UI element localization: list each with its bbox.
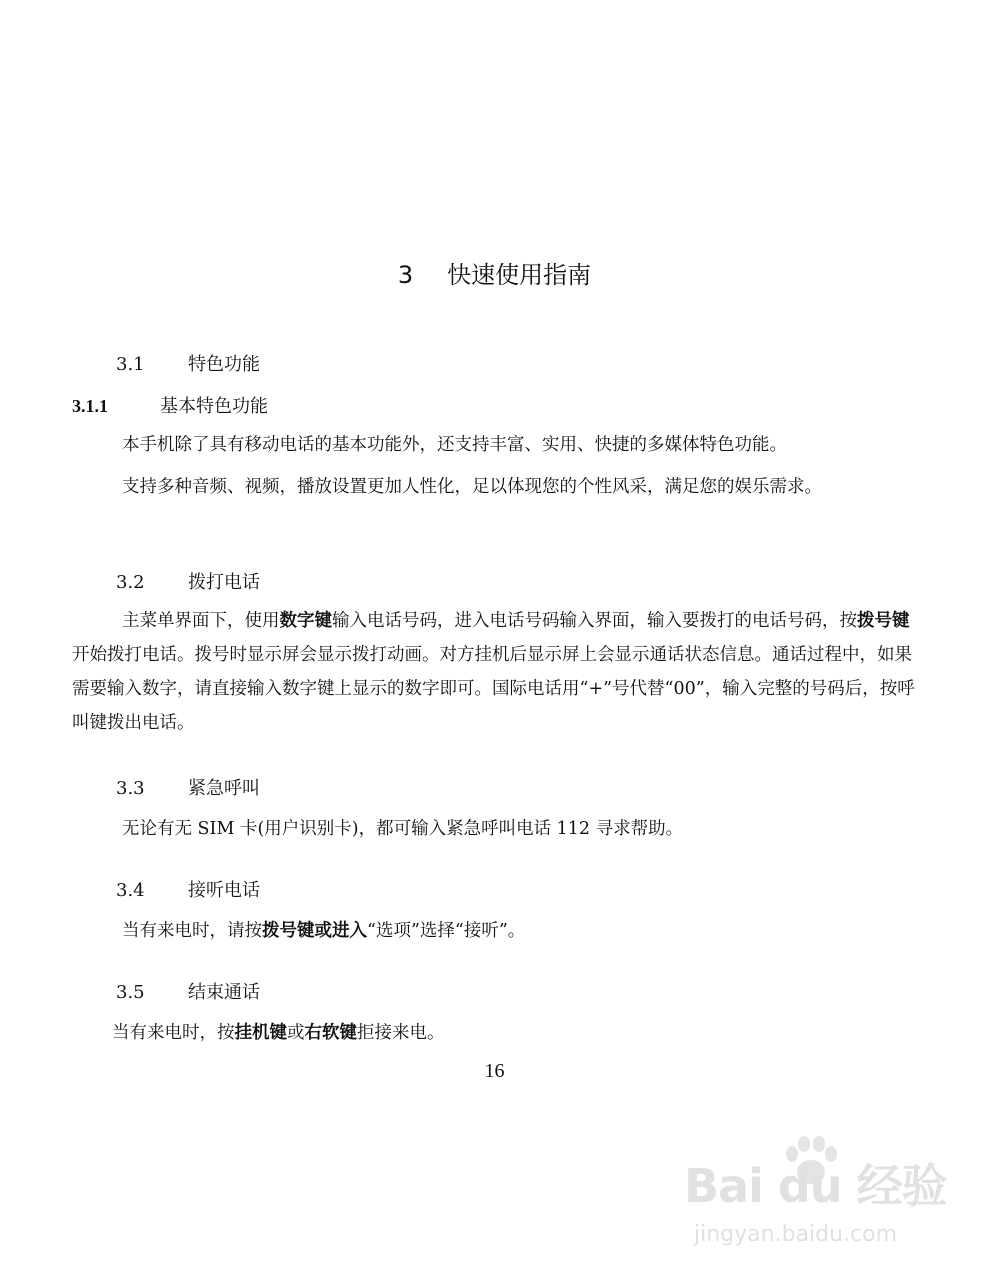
paragraph-end-call xyxy=(112,1016,445,1050)
baidu-jingyan-watermark xyxy=(684,1150,947,1260)
watermark-url: jingyan.baidu.com xyxy=(694,1222,898,1247)
paragraph-features-1: 本手机除了具有移动电话的基本功能外，还支持丰富、实用、快捷的多媒体特色功能。 xyxy=(122,435,787,455)
section-3-1-1-heading xyxy=(72,392,268,418)
text: “选项”选择“接听”。 xyxy=(367,921,526,941)
paragraph-emergency: 无论有无 SIM 卡(用户识别卡)，都可输入紧急呼叫电话 112 寻求帮助。 xyxy=(122,819,684,839)
text: 或 xyxy=(287,1023,305,1043)
section-3-3-heading xyxy=(116,774,260,800)
section-title: 紧急呼叫 xyxy=(188,778,260,799)
text: 当有来电时，按 xyxy=(112,1023,235,1043)
subsection-number: 3.1.1 xyxy=(72,396,108,416)
section-number: 3.3 xyxy=(116,778,145,799)
bold-text: 数字键 xyxy=(279,611,332,631)
section-number: 3.4 xyxy=(116,880,145,901)
text: 开始拨打电话。拨号时显示屏会显示拨打动画。对方挂机后显示屏上会显示通话状态信息。通话过程中，如果需要输入数字，请直接输入数字键上显示的数字即可。国际电话用“+”号代替“00”，输入完整的号码后，按呼叫键拨出电话。 xyxy=(72,645,915,733)
section-title: 接听电话 xyxy=(188,880,260,901)
text: 主菜单界面下，使用 xyxy=(122,611,280,631)
bold-text: 拨号键或进入 xyxy=(262,921,367,941)
paragraph-dialing xyxy=(72,604,922,740)
section-title: 结束通话 xyxy=(188,982,260,1003)
section-3-5-heading xyxy=(116,978,260,1004)
section-number: 3.1 xyxy=(116,354,145,375)
text: 拒接来电。 xyxy=(357,1023,445,1043)
section-number: 3.5 xyxy=(116,982,145,1003)
section-3-2-heading xyxy=(116,568,260,594)
watermark-logo-text: Bai du 经验 xyxy=(684,1159,947,1213)
chapter-number: 3 xyxy=(397,261,414,289)
chapter-heading xyxy=(0,255,989,290)
section-3-4-heading xyxy=(116,876,260,902)
section-3-1-heading xyxy=(116,350,260,376)
bold-text: 拨号键 xyxy=(857,611,910,631)
page-number: 16 xyxy=(484,1060,505,1082)
chapter-title: 快速使用指南 xyxy=(447,261,592,289)
bold-text: 挂机键 xyxy=(234,1023,287,1043)
section-title: 拨打电话 xyxy=(188,572,260,593)
section-number: 3.2 xyxy=(116,572,145,593)
text: 输入电话号码，进入电话号码输入界面，输入要拨打的电话号码，按 xyxy=(332,611,857,631)
subsection-title: 基本特色功能 xyxy=(160,396,268,417)
bold-text: 右软键 xyxy=(304,1023,357,1043)
paragraph-features-2: 支持多种音频、视频，播放设置更加人性化，足以体现您的个性风采，满足您的娱乐需求。 xyxy=(122,477,822,497)
section-title: 特色功能 xyxy=(188,354,260,375)
text: 当有来电时，请按 xyxy=(122,921,262,941)
paragraph-answer xyxy=(122,914,525,948)
